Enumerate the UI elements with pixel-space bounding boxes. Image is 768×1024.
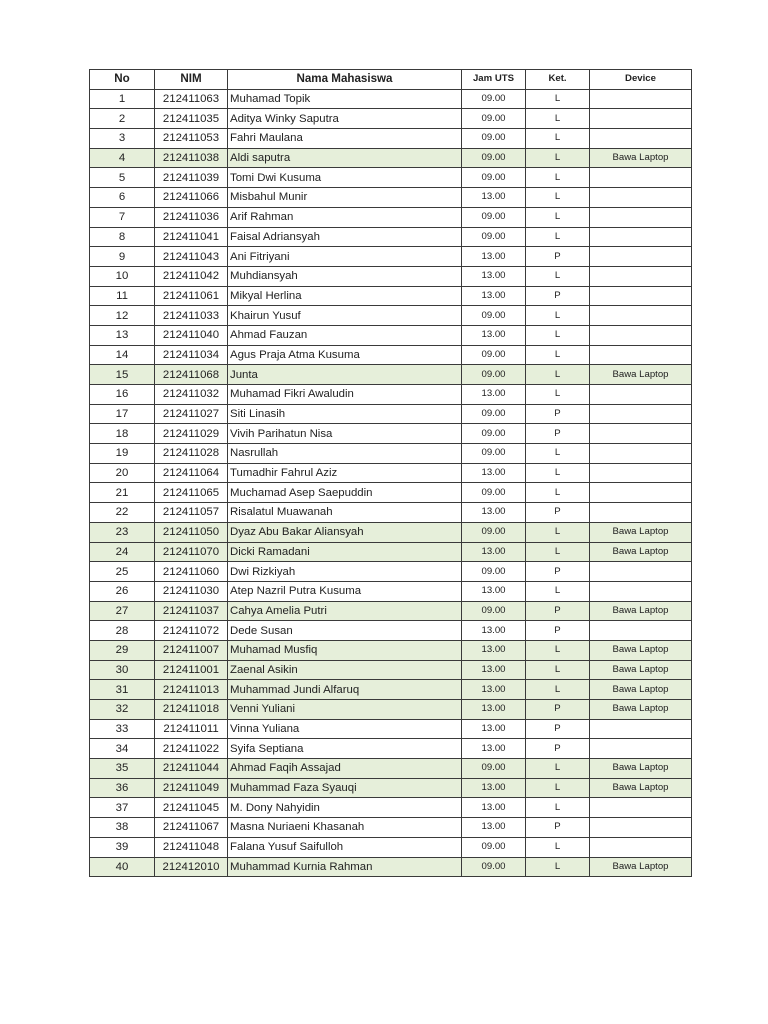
cell-ket: L bbox=[526, 109, 590, 129]
cell-nama: Zaenal Asikin bbox=[228, 660, 462, 680]
cell-nama: Aldi saputra bbox=[228, 148, 462, 168]
cell-device bbox=[590, 719, 692, 739]
cell-device bbox=[590, 89, 692, 109]
cell-no: 7 bbox=[90, 207, 155, 227]
cell-nim: 212411061 bbox=[155, 286, 228, 306]
cell-device bbox=[590, 503, 692, 523]
cell-jam-uts: 13.00 bbox=[462, 621, 526, 641]
cell-ket: L bbox=[526, 640, 590, 660]
cell-ket: P bbox=[526, 700, 590, 720]
cell-no: 5 bbox=[90, 168, 155, 188]
cell-no: 30 bbox=[90, 660, 155, 680]
cell-nim: 212411065 bbox=[155, 483, 228, 503]
cell-ket: P bbox=[526, 719, 590, 739]
cell-nim: 212411057 bbox=[155, 503, 228, 523]
cell-no: 18 bbox=[90, 424, 155, 444]
cell-nim: 212411043 bbox=[155, 247, 228, 267]
cell-ket: L bbox=[526, 227, 590, 247]
cell-ket: L bbox=[526, 188, 590, 208]
cell-device: Bawa Laptop bbox=[590, 660, 692, 680]
cell-nama: Muhdiansyah bbox=[228, 266, 462, 286]
cell-no: 15 bbox=[90, 365, 155, 385]
cell-no: 11 bbox=[90, 286, 155, 306]
cell-jam-uts: 09.00 bbox=[462, 148, 526, 168]
cell-nim: 212411030 bbox=[155, 581, 228, 601]
table-row bbox=[90, 778, 692, 798]
cell-nama: Agus Praja Atma Kusuma bbox=[228, 345, 462, 365]
cell-jam-uts: 13.00 bbox=[462, 463, 526, 483]
cell-nim: 212411060 bbox=[155, 562, 228, 582]
cell-device bbox=[590, 266, 692, 286]
cell-ket: L bbox=[526, 660, 590, 680]
cell-nim: 212411033 bbox=[155, 306, 228, 326]
cell-nim: 212411064 bbox=[155, 463, 228, 483]
cell-jam-uts: 13.00 bbox=[462, 247, 526, 267]
cell-jam-uts: 13.00 bbox=[462, 188, 526, 208]
table-row bbox=[90, 601, 692, 621]
cell-no: 16 bbox=[90, 385, 155, 405]
cell-no: 31 bbox=[90, 680, 155, 700]
cell-nama: Muhammad Jundi Alfaruq bbox=[228, 680, 462, 700]
cell-device: Bawa Laptop bbox=[590, 148, 692, 168]
cell-jam-uts: 13.00 bbox=[462, 325, 526, 345]
cell-nama: Dwi Rizkiyah bbox=[228, 562, 462, 582]
cell-ket: L bbox=[526, 483, 590, 503]
cell-no: 19 bbox=[90, 444, 155, 464]
cell-nama: Aditya Winky Saputra bbox=[228, 109, 462, 129]
cell-jam-uts: 13.00 bbox=[462, 680, 526, 700]
cell-ket: L bbox=[526, 837, 590, 857]
cell-ket: P bbox=[526, 424, 590, 444]
cell-nama: Dicki Ramadani bbox=[228, 542, 462, 562]
cell-ket: L bbox=[526, 542, 590, 562]
table-row bbox=[90, 640, 692, 660]
cell-device bbox=[590, 345, 692, 365]
cell-nama: Muhammad Kurnia Rahman bbox=[228, 857, 462, 877]
cell-nama: Muhamad Musfiq bbox=[228, 640, 462, 660]
cell-ket: L bbox=[526, 778, 590, 798]
table-row bbox=[90, 365, 692, 385]
cell-ket: L bbox=[526, 89, 590, 109]
cell-no: 33 bbox=[90, 719, 155, 739]
cell-jam-uts: 09.00 bbox=[462, 89, 526, 109]
cell-jam-uts: 09.00 bbox=[462, 562, 526, 582]
cell-no: 4 bbox=[90, 148, 155, 168]
table-row bbox=[90, 129, 692, 149]
cell-nama: Muhamad Topik bbox=[228, 89, 462, 109]
cell-nim: 212411070 bbox=[155, 542, 228, 562]
cell-device bbox=[590, 483, 692, 503]
cell-device bbox=[590, 109, 692, 129]
cell-ket: L bbox=[526, 522, 590, 542]
table-row bbox=[90, 345, 692, 365]
cell-no: 28 bbox=[90, 621, 155, 641]
cell-no: 37 bbox=[90, 798, 155, 818]
cell-no: 39 bbox=[90, 837, 155, 857]
cell-no: 9 bbox=[90, 247, 155, 267]
cell-ket: P bbox=[526, 247, 590, 267]
table-row bbox=[90, 542, 692, 562]
cell-nim: 212411036 bbox=[155, 207, 228, 227]
cell-jam-uts: 09.00 bbox=[462, 404, 526, 424]
header-no: No bbox=[90, 70, 155, 90]
cell-ket: P bbox=[526, 286, 590, 306]
cell-device: Bawa Laptop bbox=[590, 522, 692, 542]
cell-jam-uts: 13.00 bbox=[462, 385, 526, 405]
table-row bbox=[90, 463, 692, 483]
cell-jam-uts: 13.00 bbox=[462, 739, 526, 759]
table-row bbox=[90, 385, 692, 405]
table-row bbox=[90, 621, 692, 641]
cell-nama: Faisal Adriansyah bbox=[228, 227, 462, 247]
cell-jam-uts: 13.00 bbox=[462, 286, 526, 306]
cell-jam-uts: 09.00 bbox=[462, 444, 526, 464]
cell-jam-uts: 13.00 bbox=[462, 542, 526, 562]
cell-device bbox=[590, 621, 692, 641]
cell-jam-uts: 13.00 bbox=[462, 581, 526, 601]
cell-nim: 212411007 bbox=[155, 640, 228, 660]
table-row bbox=[90, 739, 692, 759]
cell-ket: L bbox=[526, 345, 590, 365]
cell-ket: L bbox=[526, 207, 590, 227]
cell-nim: 212411027 bbox=[155, 404, 228, 424]
table-row bbox=[90, 207, 692, 227]
cell-nama: Tomi Dwi Kusuma bbox=[228, 168, 462, 188]
cell-ket: P bbox=[526, 562, 590, 582]
cell-no: 27 bbox=[90, 601, 155, 621]
cell-device: Bawa Laptop bbox=[590, 365, 692, 385]
cell-jam-uts: 09.00 bbox=[462, 857, 526, 877]
cell-device: Bawa Laptop bbox=[590, 778, 692, 798]
cell-nama: Siti Linasih bbox=[228, 404, 462, 424]
cell-no: 32 bbox=[90, 700, 155, 720]
cell-nama: Arif Rahman bbox=[228, 207, 462, 227]
cell-jam-uts: 13.00 bbox=[462, 640, 526, 660]
cell-jam-uts: 13.00 bbox=[462, 266, 526, 286]
cell-no: 21 bbox=[90, 483, 155, 503]
cell-ket: L bbox=[526, 129, 590, 149]
cell-ket: P bbox=[526, 601, 590, 621]
cell-ket: L bbox=[526, 444, 590, 464]
cell-ket: L bbox=[526, 148, 590, 168]
cell-device bbox=[590, 463, 692, 483]
cell-no: 2 bbox=[90, 109, 155, 129]
cell-device: Bawa Laptop bbox=[590, 680, 692, 700]
cell-nama: Ani Fitriyani bbox=[228, 247, 462, 267]
cell-device: Bawa Laptop bbox=[590, 542, 692, 562]
cell-device bbox=[590, 247, 692, 267]
table-row bbox=[90, 148, 692, 168]
cell-nim: 212411044 bbox=[155, 759, 228, 779]
header-device: Device bbox=[590, 70, 692, 90]
cell-device: Bawa Laptop bbox=[590, 601, 692, 621]
table-row bbox=[90, 227, 692, 247]
cell-no: 12 bbox=[90, 306, 155, 326]
table-row bbox=[90, 444, 692, 464]
cell-nim: 212411066 bbox=[155, 188, 228, 208]
cell-device: Bawa Laptop bbox=[590, 759, 692, 779]
cell-nama: Syifa Septiana bbox=[228, 739, 462, 759]
table-row bbox=[90, 759, 692, 779]
cell-nim: 212411040 bbox=[155, 325, 228, 345]
header-nim: NIM bbox=[155, 70, 228, 90]
table-row bbox=[90, 188, 692, 208]
cell-no: 26 bbox=[90, 581, 155, 601]
cell-nim: 212411063 bbox=[155, 89, 228, 109]
cell-nim: 212411034 bbox=[155, 345, 228, 365]
cell-device bbox=[590, 739, 692, 759]
cell-nim: 212411022 bbox=[155, 739, 228, 759]
cell-jam-uts: 09.00 bbox=[462, 522, 526, 542]
cell-jam-uts: 09.00 bbox=[462, 168, 526, 188]
cell-nim: 212411028 bbox=[155, 444, 228, 464]
cell-jam-uts: 09.00 bbox=[462, 365, 526, 385]
table-row bbox=[90, 266, 692, 286]
cell-nama: M. Dony Nahyidin bbox=[228, 798, 462, 818]
cell-no: 14 bbox=[90, 345, 155, 365]
cell-nim: 212411050 bbox=[155, 522, 228, 542]
cell-jam-uts: 09.00 bbox=[462, 227, 526, 247]
cell-device bbox=[590, 404, 692, 424]
cell-device bbox=[590, 227, 692, 247]
cell-nim: 212411018 bbox=[155, 700, 228, 720]
cell-no: 29 bbox=[90, 640, 155, 660]
table-row bbox=[90, 168, 692, 188]
cell-device bbox=[590, 207, 692, 227]
cell-jam-uts: 13.00 bbox=[462, 719, 526, 739]
table-row bbox=[90, 247, 692, 267]
cell-nama: Vinna Yuliana bbox=[228, 719, 462, 739]
cell-ket: L bbox=[526, 325, 590, 345]
cell-jam-uts: 13.00 bbox=[462, 818, 526, 838]
header-nama: Nama Mahasiswa bbox=[228, 70, 462, 90]
cell-device bbox=[590, 129, 692, 149]
table-row bbox=[90, 857, 692, 877]
cell-nama: Venni Yuliani bbox=[228, 700, 462, 720]
cell-no: 13 bbox=[90, 325, 155, 345]
header-ket: Ket. bbox=[526, 70, 590, 90]
table-row bbox=[90, 89, 692, 109]
cell-no: 1 bbox=[90, 89, 155, 109]
cell-jam-uts: 13.00 bbox=[462, 660, 526, 680]
cell-ket: L bbox=[526, 168, 590, 188]
cell-jam-uts: 13.00 bbox=[462, 778, 526, 798]
cell-device bbox=[590, 581, 692, 601]
cell-device bbox=[590, 798, 692, 818]
cell-no: 36 bbox=[90, 778, 155, 798]
cell-jam-uts: 09.00 bbox=[462, 759, 526, 779]
cell-ket: P bbox=[526, 621, 590, 641]
header-row bbox=[90, 70, 692, 90]
cell-device bbox=[590, 188, 692, 208]
cell-ket: P bbox=[526, 404, 590, 424]
cell-no: 38 bbox=[90, 818, 155, 838]
cell-nama: Khairun Yusuf bbox=[228, 306, 462, 326]
cell-nama: Muchamad Asep Saepuddin bbox=[228, 483, 462, 503]
cell-nim: 212411038 bbox=[155, 148, 228, 168]
cell-nama: Misbahul Munir bbox=[228, 188, 462, 208]
cell-no: 20 bbox=[90, 463, 155, 483]
table-body bbox=[90, 89, 692, 877]
cell-nama: Fahri Maulana bbox=[228, 129, 462, 149]
table-row bbox=[90, 522, 692, 542]
cell-nim: 212411067 bbox=[155, 818, 228, 838]
cell-nama: Masna Nuriaeni Khasanah bbox=[228, 818, 462, 838]
table-row bbox=[90, 700, 692, 720]
cell-ket: L bbox=[526, 759, 590, 779]
cell-ket: P bbox=[526, 503, 590, 523]
table-row bbox=[90, 719, 692, 739]
table-row bbox=[90, 503, 692, 523]
cell-nama: Falana Yusuf Saifulloh bbox=[228, 837, 462, 857]
cell-nama: Atep Nazril Putra Kusuma bbox=[228, 581, 462, 601]
cell-device: Bawa Laptop bbox=[590, 640, 692, 660]
cell-nim: 212411045 bbox=[155, 798, 228, 818]
cell-device: Bawa Laptop bbox=[590, 700, 692, 720]
cell-nama: Ahmad Fauzan bbox=[228, 325, 462, 345]
table-row bbox=[90, 424, 692, 444]
cell-nim: 212411001 bbox=[155, 660, 228, 680]
student-table bbox=[89, 69, 692, 877]
table-row bbox=[90, 818, 692, 838]
cell-no: 10 bbox=[90, 266, 155, 286]
cell-nim: 212411039 bbox=[155, 168, 228, 188]
cell-jam-uts: 09.00 bbox=[462, 601, 526, 621]
table-row bbox=[90, 680, 692, 700]
cell-device bbox=[590, 562, 692, 582]
cell-ket: L bbox=[526, 306, 590, 326]
cell-nama: Dyaz Abu Bakar Aliansyah bbox=[228, 522, 462, 542]
cell-nama: Muhammad Faza Syauqi bbox=[228, 778, 462, 798]
cell-no: 34 bbox=[90, 739, 155, 759]
cell-nim: 212411011 bbox=[155, 719, 228, 739]
cell-jam-uts: 09.00 bbox=[462, 424, 526, 444]
cell-nama: Nasrullah bbox=[228, 444, 462, 464]
cell-ket: P bbox=[526, 818, 590, 838]
cell-nim: 212411013 bbox=[155, 680, 228, 700]
cell-nim: 212412010 bbox=[155, 857, 228, 877]
cell-no: 23 bbox=[90, 522, 155, 542]
table-header bbox=[90, 70, 692, 90]
cell-device bbox=[590, 444, 692, 464]
header-jam-uts: Jam UTS bbox=[462, 70, 526, 90]
cell-ket: L bbox=[526, 857, 590, 877]
cell-nama: Muhamad Fikri Awaludin bbox=[228, 385, 462, 405]
cell-nama: Cahya Amelia Putri bbox=[228, 601, 462, 621]
cell-ket: L bbox=[526, 365, 590, 385]
cell-nama: Ahmad Faqih Assajad bbox=[228, 759, 462, 779]
cell-no: 40 bbox=[90, 857, 155, 877]
cell-nim: 212411037 bbox=[155, 601, 228, 621]
cell-device bbox=[590, 385, 692, 405]
cell-no: 24 bbox=[90, 542, 155, 562]
cell-nim: 212411048 bbox=[155, 837, 228, 857]
cell-ket: L bbox=[526, 385, 590, 405]
cell-device bbox=[590, 837, 692, 857]
table-row bbox=[90, 286, 692, 306]
cell-jam-uts: 09.00 bbox=[462, 207, 526, 227]
cell-nim: 212411053 bbox=[155, 129, 228, 149]
cell-nim: 212411032 bbox=[155, 385, 228, 405]
cell-jam-uts: 13.00 bbox=[462, 503, 526, 523]
cell-device bbox=[590, 325, 692, 345]
cell-nim: 212411035 bbox=[155, 109, 228, 129]
cell-nama: Mikyal Herlina bbox=[228, 286, 462, 306]
cell-no: 3 bbox=[90, 129, 155, 149]
cell-ket: L bbox=[526, 798, 590, 818]
cell-jam-uts: 09.00 bbox=[462, 129, 526, 149]
table-row bbox=[90, 798, 692, 818]
cell-jam-uts: 09.00 bbox=[462, 837, 526, 857]
cell-nim: 212411042 bbox=[155, 266, 228, 286]
cell-nim: 212411029 bbox=[155, 424, 228, 444]
cell-ket: L bbox=[526, 266, 590, 286]
cell-nama: Risalatul Muawanah bbox=[228, 503, 462, 523]
student-table-sheet bbox=[89, 69, 692, 877]
table-row bbox=[90, 483, 692, 503]
cell-nama: Tumadhir Fahrul Aziz bbox=[228, 463, 462, 483]
cell-jam-uts: 09.00 bbox=[462, 306, 526, 326]
cell-ket: L bbox=[526, 581, 590, 601]
cell-ket: P bbox=[526, 739, 590, 759]
cell-no: 8 bbox=[90, 227, 155, 247]
table-row bbox=[90, 404, 692, 424]
cell-nim: 212411068 bbox=[155, 365, 228, 385]
cell-jam-uts: 09.00 bbox=[462, 483, 526, 503]
table-row bbox=[90, 325, 692, 345]
cell-nim: 212411072 bbox=[155, 621, 228, 641]
table-row bbox=[90, 562, 692, 582]
cell-no: 35 bbox=[90, 759, 155, 779]
cell-device bbox=[590, 286, 692, 306]
cell-nama: Vivih Parihatun Nisa bbox=[228, 424, 462, 444]
cell-device bbox=[590, 818, 692, 838]
cell-jam-uts: 09.00 bbox=[462, 109, 526, 129]
cell-ket: L bbox=[526, 680, 590, 700]
cell-device bbox=[590, 168, 692, 188]
cell-no: 6 bbox=[90, 188, 155, 208]
table-row bbox=[90, 109, 692, 129]
cell-device: Bawa Laptop bbox=[590, 857, 692, 877]
cell-jam-uts: 13.00 bbox=[462, 700, 526, 720]
table-row bbox=[90, 837, 692, 857]
cell-no: 25 bbox=[90, 562, 155, 582]
cell-nim: 212411041 bbox=[155, 227, 228, 247]
cell-jam-uts: 13.00 bbox=[462, 798, 526, 818]
cell-nim: 212411049 bbox=[155, 778, 228, 798]
cell-device bbox=[590, 306, 692, 326]
cell-device bbox=[590, 424, 692, 444]
cell-nama: Dede Susan bbox=[228, 621, 462, 641]
table-row bbox=[90, 306, 692, 326]
table-row bbox=[90, 581, 692, 601]
cell-nama: Junta bbox=[228, 365, 462, 385]
table-row bbox=[90, 660, 692, 680]
cell-no: 17 bbox=[90, 404, 155, 424]
cell-no: 22 bbox=[90, 503, 155, 523]
cell-jam-uts: 09.00 bbox=[462, 345, 526, 365]
cell-ket: L bbox=[526, 463, 590, 483]
